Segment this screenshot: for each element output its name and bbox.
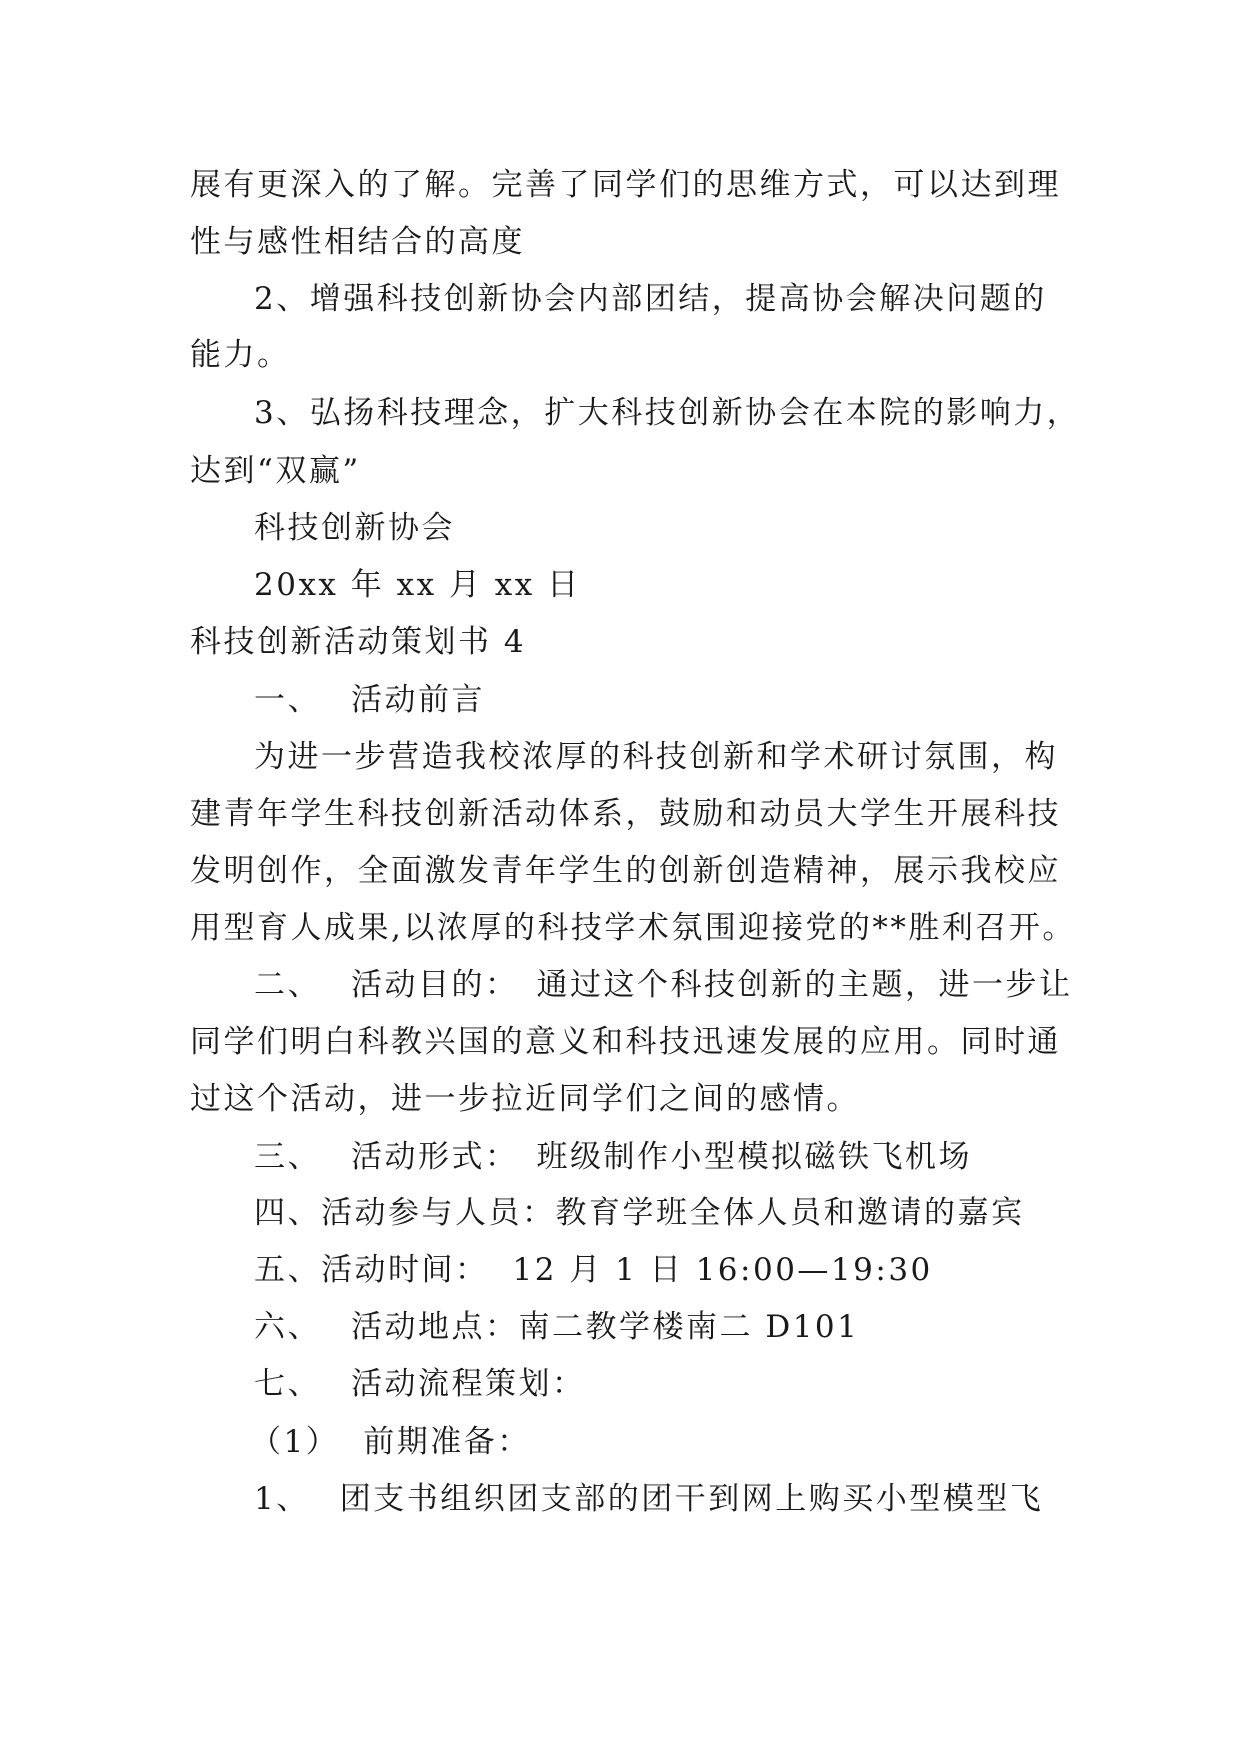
- paragraph-line: 发明创作，全面激发青年学生的创新创造精神，展示我校应: [190, 853, 1061, 889]
- heading-text: 五、活动时间：: [254, 1252, 489, 1288]
- signature-organization: 科技创新协会: [254, 510, 455, 546]
- heading-line: [254, 1307, 859, 1347]
- heading-number: 七、: [254, 1366, 321, 1402]
- paragraph-line: 2、增强科技创新协会内部团结，提高协会解决问题的: [254, 281, 1047, 317]
- heading-text: 活动形式：: [351, 1139, 519, 1175]
- paragraph-line: 用型育人成果,以浓厚的科技学术氛围迎接党的**胜利召开。: [190, 910, 1076, 946]
- heading-line: [254, 1250, 933, 1290]
- heading-number: 一、: [254, 682, 321, 718]
- heading-line: [254, 965, 1073, 1005]
- heading-content: 通过这个科技创新的主题，进一步让: [536, 967, 1073, 1003]
- heading-line: [254, 1137, 972, 1177]
- list-item-text: 团支书组织团支部的团干到网上购买小型模型飞: [339, 1481, 1044, 1517]
- subheading-line: [250, 1422, 531, 1462]
- paragraph-line: 能力。: [190, 337, 291, 373]
- heading-line: [254, 1364, 586, 1404]
- section-title: 科技创新活动策划书 4: [190, 624, 527, 660]
- list-item-number: 1、: [254, 1481, 310, 1517]
- paragraph-line: 同学们明白科教兴国的意义和科技迅速发展的应用。同时通: [190, 1024, 1061, 1060]
- heading-text: 活动目的：: [351, 967, 519, 1003]
- subheading-number: （1）: [250, 1424, 340, 1460]
- paragraph-line: 过这个活动，进一步拉近同学们之间的感情。: [190, 1081, 860, 1117]
- paragraph-line: 建青年学生科技创新活动体系，鼓励和动员大学生开展科技: [190, 796, 1061, 832]
- heading-content: 12 月 1 日 16:00—19:30: [512, 1252, 933, 1288]
- heading-number: 六、: [254, 1309, 321, 1345]
- heading-line: [254, 680, 485, 720]
- signature-date: 20xx 年 xx 月 xx 日: [254, 567, 581, 603]
- heading-text: 活动前言: [351, 682, 485, 718]
- heading-number: 二、: [254, 967, 321, 1003]
- heading-content: 班级制作小型模拟磁铁飞机场: [536, 1139, 972, 1175]
- paragraph-line: 3、弘扬科技理念，扩大科技创新协会在本院的影响力，: [254, 395, 1081, 431]
- list-item: [254, 1479, 1043, 1519]
- heading-number: 三、: [254, 1139, 321, 1175]
- paragraph-line: 达到“双赢”: [190, 453, 361, 489]
- heading-line: 四、活动参与人员：教育学班全体人员和邀请的嘉宾: [254, 1195, 1025, 1231]
- paragraph-line: 为进一步营造我校浓厚的科技创新和学术研讨氛围，构: [254, 739, 1058, 775]
- paragraph-line: 展有更深入的了解。完善了同学们的思维方式，可以达到理: [190, 167, 1061, 203]
- subheading-text: 前期准备：: [363, 1424, 531, 1460]
- heading-text: 活动流程策划：: [351, 1366, 586, 1402]
- heading-text: 活动地点：南二教学楼南二 D101: [351, 1309, 860, 1345]
- paragraph-line: 性与感性相结合的高度: [190, 224, 525, 260]
